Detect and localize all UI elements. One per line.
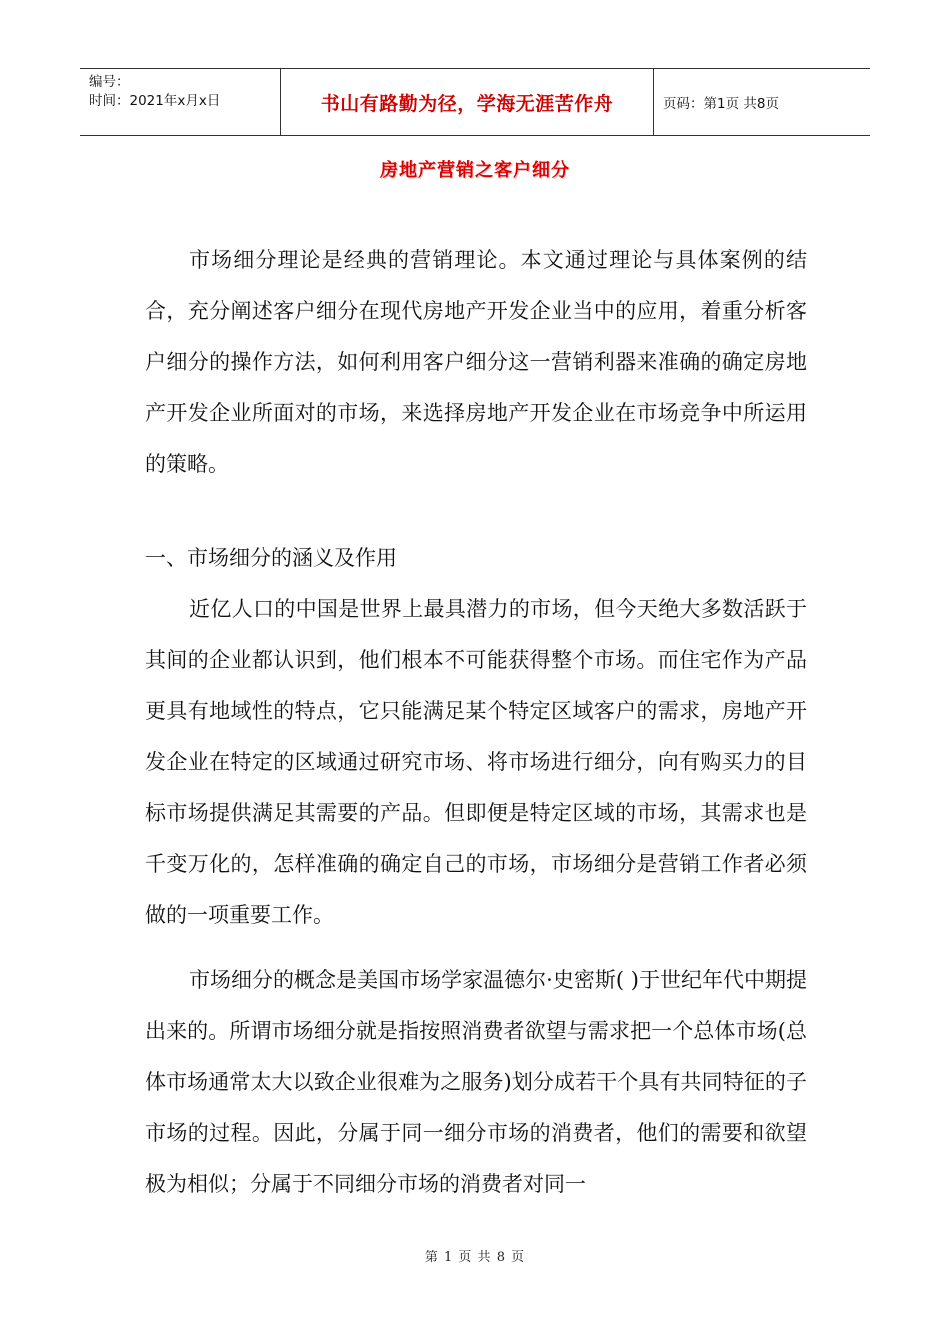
document-title: 房地产营销之客户细分 (380, 160, 570, 181)
number-label: 编号： (89, 74, 130, 90)
date-label: 时间：2021年x月x日 (89, 93, 221, 109)
section1-paragraph-2: 市场细分的概念是美国市场学家温德尔·史密斯( )于世纪年代中期提出来的。所谓市场细分就是指按照消费者欲望与需求把一个总体市场(总体市场通常太大以致企业很难为之服务)划分成若干个具有共同特征的子市场的过程。因此，分属于同一细分市场的消费者，他们的需要和欲望极为相似；分属于不同细分市场的消费者对同一 (145, 968, 807, 1196)
section-heading: 一、市场细分的涵义及作用 (145, 546, 397, 570)
header-meta (80, 69, 280, 135)
document-header (80, 68, 870, 136)
section1-paragraph-1: 近亿人口的中国是世界上最具潜力的市场，但今天绝大多数活跃于其间的企业都认识到，他们根本不可能获得整个市场。而住宅作为产品更具有地域性的特点，它只能满足某个特定区域客户的需求，房地产开发企业在特定的区域通过研究市场、将市场进行细分，向有购买力的目标市场提供满足其需要的产品。但即便是特定区域的市场，其需求也是千变万化的，怎样准确的确定自己的市场，市场细分是营销工作者必须做的一项重要工作。 (145, 597, 807, 927)
header-page-info: 页码：第1页 共8页 (663, 96, 779, 112)
intro-paragraph: 市场细分理论是经典的营销理论。本文通过理论与具体案例的结合，充分阐述客户细分在现代房地产开发企业当中的应用，着重分析客户细分的操作方法，如何利用客户细分这一营销利器来准确的确定房地产开发企业所面对的市场，来选择房地产开发企业在市场竞争中所运用的策略。 (145, 248, 807, 476)
header-motto: 书山有路勤为径，学海无涯苦作舟 (280, 69, 654, 135)
page-footer: 第 1 页 共 8 页 (424, 1250, 526, 1265)
